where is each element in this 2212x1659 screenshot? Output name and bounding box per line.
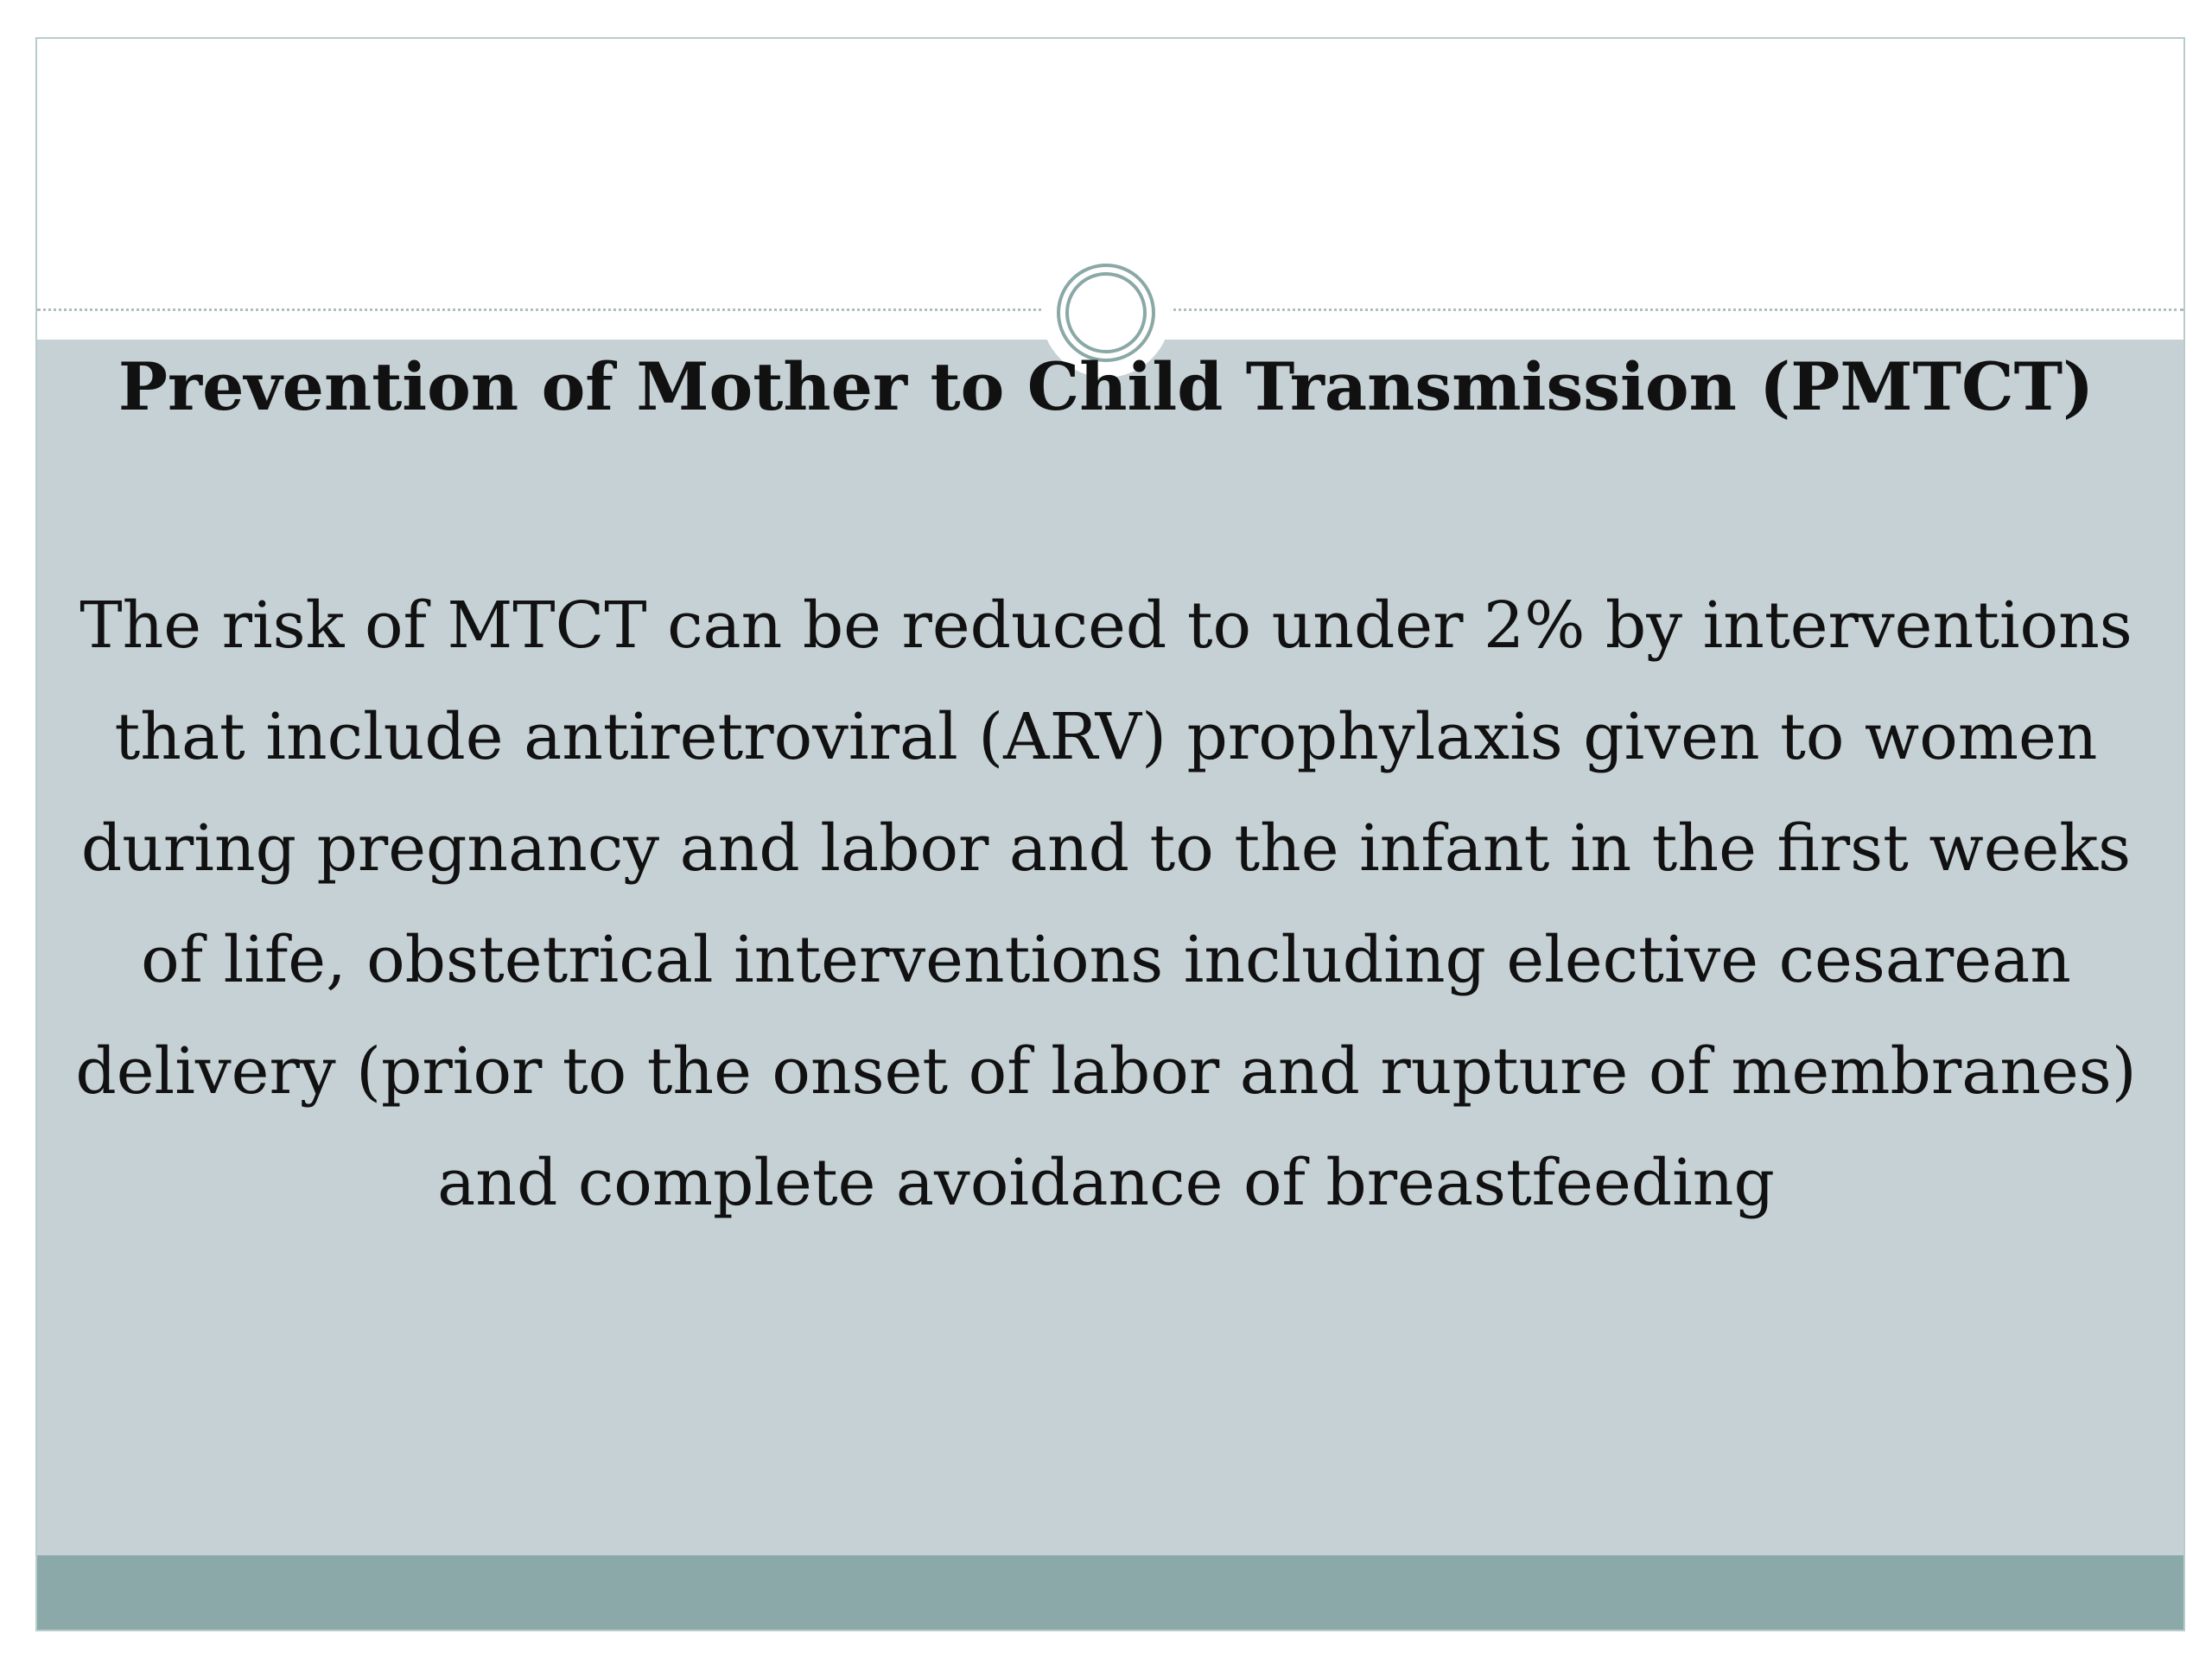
slide-title: Prevention of Mother to Child Transmission (PMTCT)	[118, 348, 2094, 425]
slide-body-text: The risk of MTCT can be reduced to under 2% by interventions that include antiretroviral (ARV) prophylaxis given to women during pregnancy and labor and to the infant in the first weeks of life, obstetrical interventions including elective cesarean delivery (prior to the onset of labor and rupture of membranes) and complete avoidance of breastfeeding	[75, 588, 2137, 1220]
footer-band	[37, 1555, 2183, 1630]
